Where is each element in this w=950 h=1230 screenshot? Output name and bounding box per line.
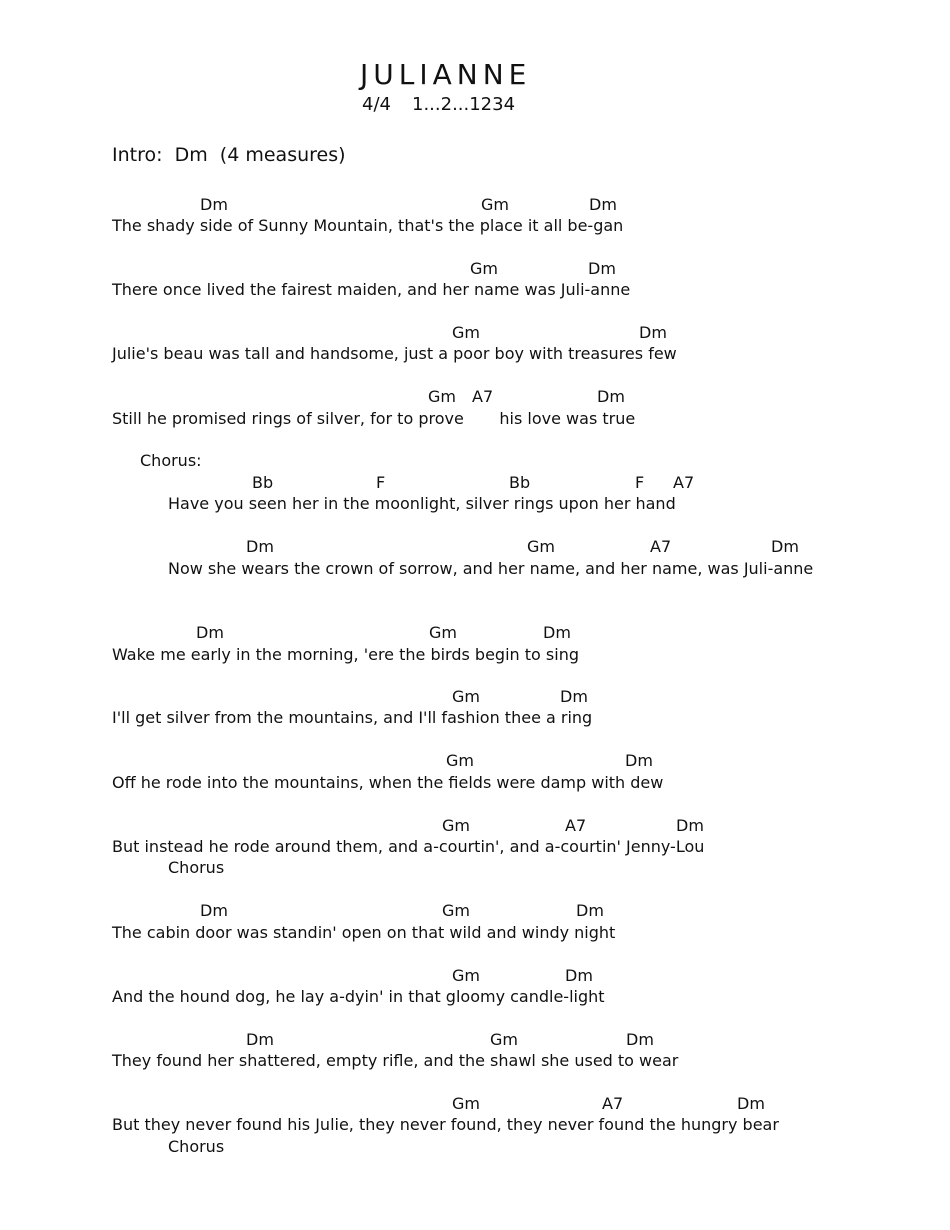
chord: Gm	[442, 816, 470, 835]
chorus-reference: Chorus	[168, 858, 225, 877]
lyric-line: The cabin door was standin' open on that wild and windy night	[112, 923, 616, 942]
chord: Gm	[452, 966, 480, 985]
chord: Dm	[626, 1030, 654, 1049]
chord: Gm	[481, 195, 509, 214]
chord: Dm	[560, 687, 588, 706]
chord: F	[635, 473, 645, 492]
chord: Dm	[200, 901, 228, 920]
chord: A7	[602, 1094, 624, 1113]
chord: Gm	[470, 259, 498, 278]
chord: Dm	[625, 751, 653, 770]
lyric-line: Now she wears the crown of sorrow, and her name, and her name, was Juli-anne	[168, 559, 814, 578]
chord: A7	[650, 537, 672, 556]
chord: Gm	[428, 387, 456, 406]
lyric-line: Julie's beau was tall and handsome, just a poor boy with treasures few	[112, 344, 677, 363]
chorus-reference: Chorus	[168, 1137, 225, 1156]
chord: Gm	[442, 901, 470, 920]
chord: Bb	[509, 473, 531, 492]
chord: Dm	[588, 259, 616, 278]
lyric-line: They found her shattered, empty rifle, and the shawl she used to wear	[112, 1051, 679, 1070]
lyric-line: Still he promised rings of silver, for to prove his love was true	[112, 409, 636, 428]
lyric-line: And the hound dog, he lay a-dyin' in that gloomy candle-light	[112, 987, 605, 1006]
chord: Dm	[639, 323, 667, 342]
chord: F	[376, 473, 386, 492]
chord: Dm	[589, 195, 617, 214]
chord: A7	[673, 473, 695, 492]
lyric-line: But they never found his Julie, they never found, they never found the hungry bear	[112, 1115, 779, 1134]
lyric-line: But instead he rode around them, and a-courtin', and a-courtin' Jenny-Lou	[112, 837, 705, 856]
song-title: JULIANNE	[360, 58, 532, 91]
chord: Gm	[527, 537, 555, 556]
chord: Bb	[252, 473, 274, 492]
lyric-line: The shady side of Sunny Mountain, that's the place it all be-gan	[112, 216, 624, 235]
chord: Dm	[196, 623, 224, 642]
chord: Dm	[565, 966, 593, 985]
chord: Dm	[597, 387, 625, 406]
chord: Gm	[490, 1030, 518, 1049]
chord: Gm	[452, 1094, 480, 1113]
time-signature: 4/4	[362, 94, 391, 115]
chord: Dm	[200, 195, 228, 214]
chord: Dm	[771, 537, 799, 556]
lyric-line: Have you seen her in the moonlight, silver rings upon her hand	[168, 494, 676, 513]
chord: Dm	[737, 1094, 765, 1113]
lyric-line: Off he rode into the mountains, when the fields were damp with dew	[112, 773, 664, 792]
chord: Gm	[452, 687, 480, 706]
chorus-label: Chorus:	[140, 451, 202, 470]
chord: A7	[565, 816, 587, 835]
chord: Dm	[246, 1030, 274, 1049]
count-in: 1...2...1234	[412, 94, 516, 115]
chord: Gm	[452, 323, 480, 342]
lyric-line: There once lived the fairest maiden, and her name was Juli-anne	[112, 280, 631, 299]
chord: Dm	[676, 816, 704, 835]
chord: Dm	[576, 901, 604, 920]
lyric-line: Wake me early in the morning, 'ere the birds begin to sing	[112, 645, 579, 664]
chord: Dm	[246, 537, 274, 556]
chord: Gm	[429, 623, 457, 642]
chord: A7	[472, 387, 494, 406]
intro-line: Intro: Dm (4 measures)	[112, 144, 346, 166]
chord: Gm	[446, 751, 474, 770]
chord: Dm	[543, 623, 571, 642]
lyric-line: I'll get silver from the mountains, and I'll fashion thee a ring	[112, 708, 593, 727]
